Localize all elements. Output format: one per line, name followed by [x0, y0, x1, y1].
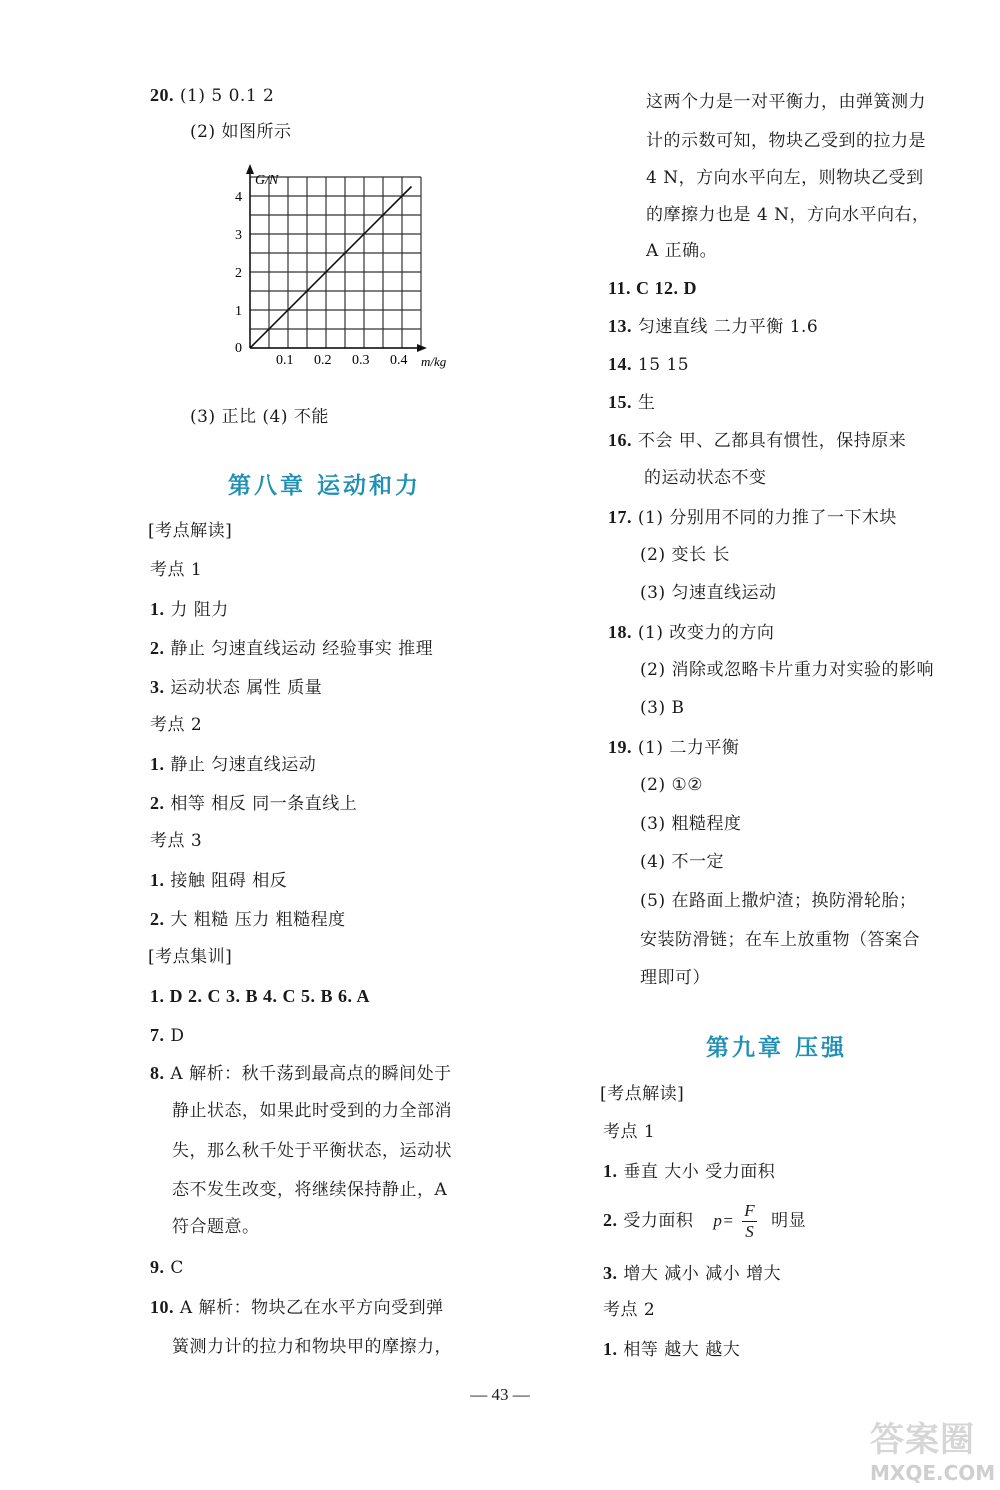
answers-1-6: 1. D 2. C 3. B 4. C 5. B 6. A — [150, 986, 371, 1006]
y-tick-label: 2 — [235, 266, 242, 281]
origin-label: 0 — [235, 341, 242, 356]
q7: 7. D — [150, 1025, 185, 1046]
y-tick-label: 1 — [235, 304, 242, 319]
kd3-left: 考点 3 — [150, 831, 203, 851]
list-item: 2. 相等 相反 同一条直线上 — [150, 793, 358, 814]
y-tick-label: 3 — [235, 228, 242, 243]
x-tick-label: 0.3 — [352, 353, 370, 368]
list-item: 3. 增大 减小 减小 增大 — [603, 1263, 782, 1284]
kd-jiedu-left: [考点解读] — [148, 521, 233, 541]
q19-line5: (5) 在路面上撒炉渣；换防滑轮胎； — [640, 891, 917, 911]
list-item: 3. 运动状态 属性 质量 — [150, 677, 323, 698]
x-axis-arrow — [417, 344, 427, 352]
kd2-right: 考点 2 — [603, 1300, 656, 1320]
q19-line1: 19. (1) 二力平衡 — [608, 737, 740, 758]
q8-line5: 符合题意。 — [172, 1217, 260, 1237]
q17-line1: 17. (1) 分别用不同的力推了一下木块 — [608, 507, 897, 528]
list-item: 1. 垂直 大小 受力面积 — [603, 1161, 776, 1182]
x-axis-label: m/kg — [421, 354, 447, 369]
q8-line3: 失，那么秋千处于平衡状态，运动状 — [172, 1141, 452, 1161]
q15: 15. 生 — [608, 392, 656, 413]
list-item: 1. 力 阻力 — [150, 599, 229, 620]
x-tick-label: 0.1 — [276, 353, 294, 368]
q20-part1 — [150, 84, 274, 107]
q10-cont-line2: 计的示数可知，物块乙受到的拉力是 — [646, 131, 926, 151]
q18-line3: (3) B — [640, 698, 685, 718]
q19-line3: (3) 粗糙程度 — [640, 814, 742, 834]
q10-line2: 簧测力计的拉力和物块甲的摩擦力， — [172, 1337, 452, 1357]
q20-part34: (3) 正比 (4) 不能 — [190, 407, 329, 427]
q8-line4: 态不发生改变，将继续保持静止，A — [172, 1180, 448, 1200]
pressure-formula: p= $\frac{F}{S}$ — [713, 1201, 756, 1241]
list-item-formula: 2. 受力面积 p= $\frac{F}{S}$ 明显 — [603, 1201, 807, 1241]
q8-line1: 8. A 解析：秋千荡到最高点的瞬间处于 — [150, 1063, 452, 1084]
q19-line4: (4) 不一定 — [640, 852, 724, 872]
watermark-logo: 答案圈 MXQE.COM — [870, 1420, 996, 1485]
y-tick-label: 4 — [235, 190, 242, 205]
g-m-chart — [225, 160, 465, 375]
list-item: 1. 接触 阻碍 相反 — [150, 870, 288, 891]
q17-line2: (2) 变长 长 — [640, 545, 730, 565]
q10-line1: 10. A 解析：物块乙在水平方向受到弹 — [150, 1297, 444, 1318]
chapter9-title: 第九章 压强 — [706, 1035, 848, 1061]
list-item: 2. 静止 匀速直线运动 经验事实 推理 — [150, 638, 434, 659]
list-item: 1. 静止 匀速直线运动 — [150, 754, 317, 775]
q10-cont-line4: 的摩擦力也是 4 N，方向水平向右， — [646, 205, 930, 225]
q9: 9. C — [150, 1257, 184, 1278]
q18-line1: 18. (1) 改变力的方向 — [608, 622, 775, 643]
list-item: 1. 相等 越大 越大 — [603, 1339, 741, 1360]
q16-line1: 16. 不会 甲、乙都具有惯性，保持原来 — [608, 430, 907, 451]
x-tick-label: 0.2 — [314, 353, 332, 368]
kd-jiedu-right: [考点解读] — [600, 1084, 685, 1104]
q19-line6: 安装防滑链；在车上放重物（答案合 — [640, 930, 920, 950]
y-axis-label: G/N — [255, 173, 279, 188]
q19-line2: (2) ①② — [640, 775, 703, 795]
q19-line7: 理即可） — [640, 968, 710, 988]
q10-cont-line5: A 正确。 — [646, 241, 718, 261]
list-item: 2. 大 粗糙 压力 粗糙程度 — [150, 909, 346, 930]
q8-line2: 静止状态，如果此时受到的力全部消 — [172, 1101, 452, 1121]
q17-line3: (3) 匀速直线运动 — [640, 583, 777, 603]
data-line — [250, 187, 412, 349]
q16-line2: 的运动状态不变 — [644, 468, 767, 488]
kd1-right: 考点 1 — [603, 1122, 656, 1142]
q14: 14. 15 15 — [608, 354, 690, 375]
kd2-left: 考点 2 — [150, 715, 203, 735]
q18-line2: (2) 消除或忽略卡片重力对实验的影响 — [640, 660, 934, 680]
kd-jixun: [考点集训] — [148, 947, 233, 967]
page-number: — 43 — — [470, 1385, 530, 1404]
q20-num: 20. — [150, 85, 174, 105]
y-axis-arrow — [246, 164, 254, 174]
q13: 13. 匀速直线 二力平衡 1.6 — [608, 316, 819, 337]
q20-part2: (2) 如图所示 — [190, 122, 292, 142]
q20-part1-text: (1) 5 0.1 2 — [179, 86, 275, 106]
chapter8-title: 第八章 运动和力 — [228, 473, 422, 499]
x-tick-label: 0.4 — [390, 353, 408, 368]
q10-cont-line1: 这两个力是一对平衡力，由弹簧测力 — [646, 92, 926, 112]
kd1-left: 考点 1 — [150, 560, 203, 580]
q10-cont-line3: 4 N，方向水平向左，则物块乙受到 — [646, 168, 924, 188]
answers-11-12: 11. C 12. D — [608, 278, 698, 298]
